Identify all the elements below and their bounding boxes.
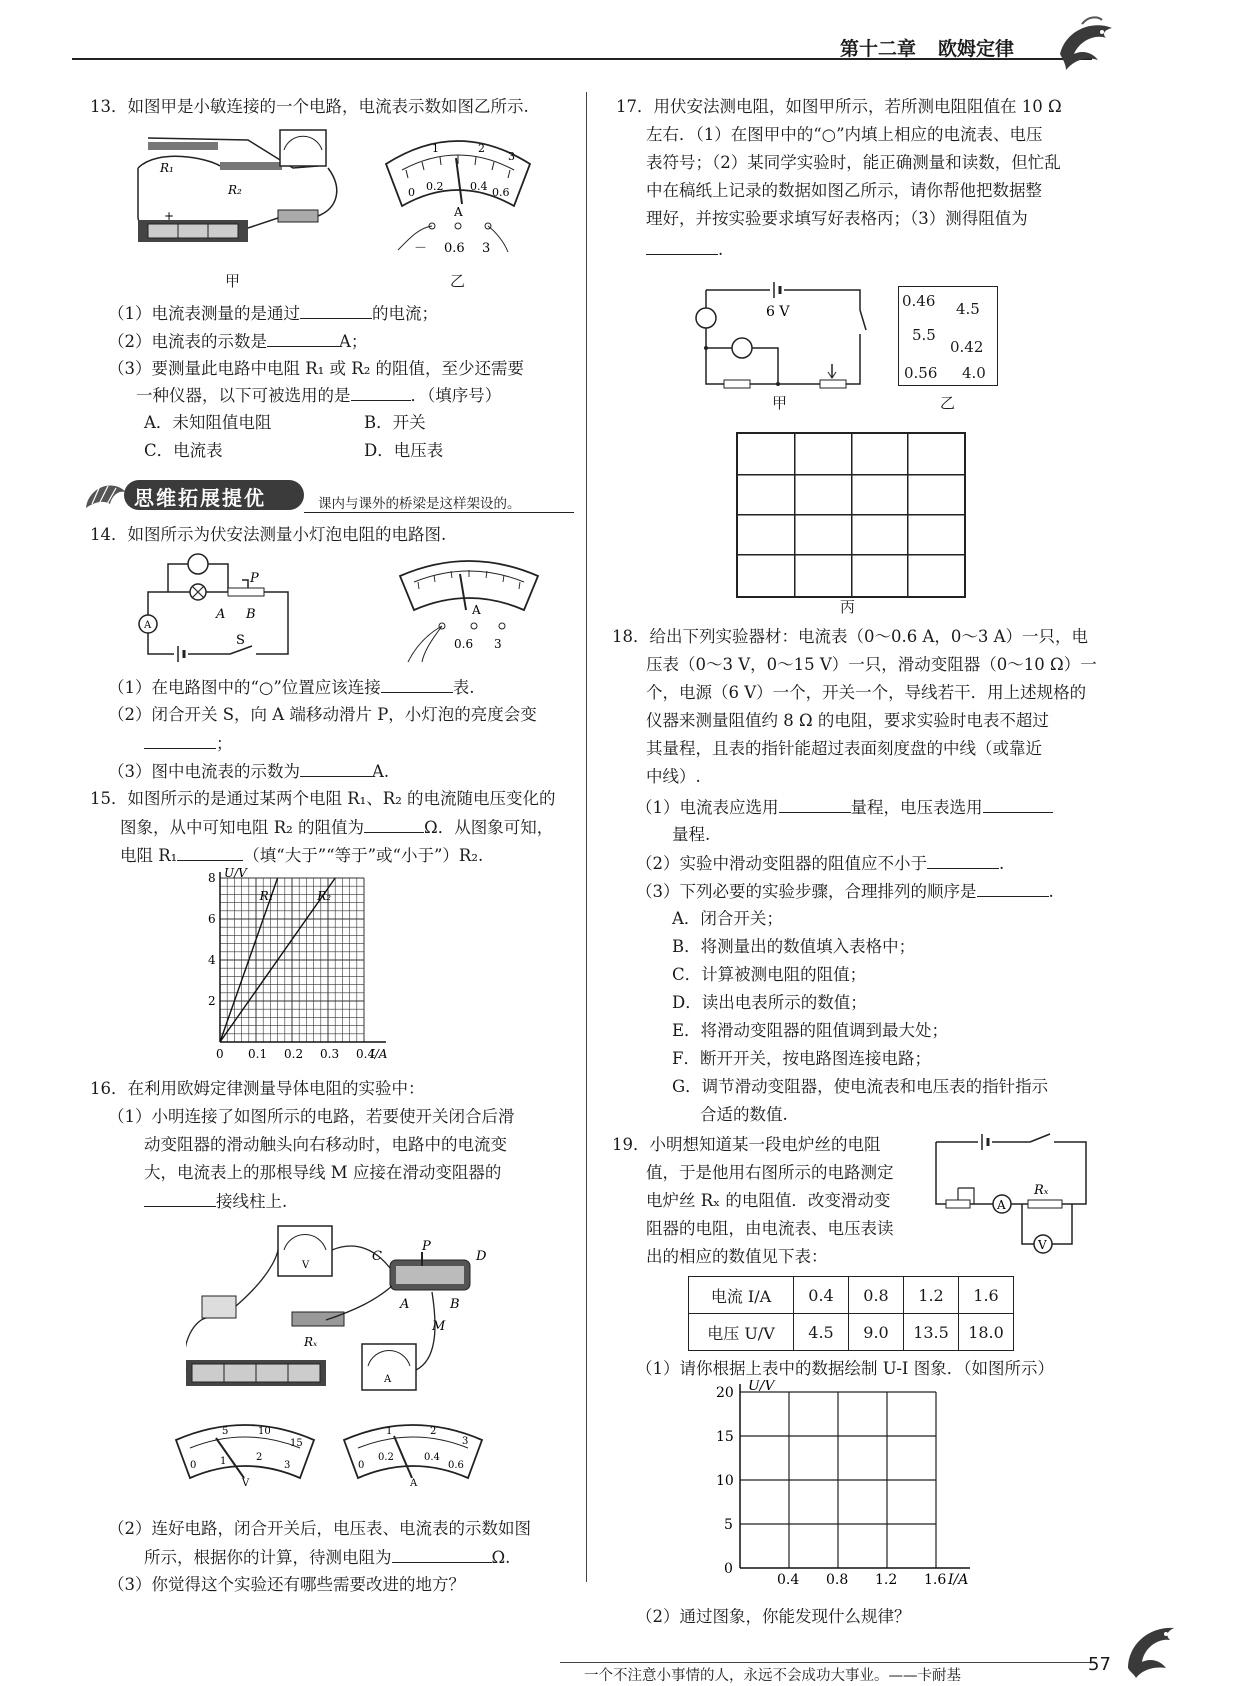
q18-line5: 其量程，且表的指针能超过表面刻度盘的中线（或靠近 — [646, 739, 1042, 758]
q16-adial-02: 0.2 — [378, 1452, 394, 1463]
section-banner-rule — [304, 512, 574, 513]
q13-fig-label-jia: 甲 — [225, 272, 241, 290]
page-number: 57 — [1088, 1654, 1111, 1675]
q16-label-m: M — [432, 1319, 446, 1334]
q14-ammeter-symbol: A — [144, 620, 152, 631]
q18-part1 — [636, 796, 1053, 819]
q13-part3-line2 — [136, 384, 501, 407]
q15-line3 — [120, 844, 483, 867]
q15-line2-text: 图象，从中可知电阻 R₂ 的阻值为 — [120, 818, 365, 837]
x-tick-label: 0.3 — [320, 1047, 340, 1061]
q19-ammeter-symbol: A — [997, 1198, 1006, 1212]
footer-quote: 一个不注意小事情的人，永远不会成功大事业。——卡耐基 — [584, 1668, 961, 1684]
q19-rx-label: Rₓ — [1034, 1183, 1049, 1198]
q16-part2-text: 所示，根据你的计算，待测电阻为 — [144, 1548, 392, 1567]
q15-compare-blank[interactable] — [177, 844, 243, 861]
q16-vdial-10: 10 — [258, 1426, 271, 1437]
q13-terminal-06: 0.6 — [444, 241, 465, 256]
q14-part1-text: （1）在电路图中的“○”位置应该连接 — [108, 678, 381, 697]
q17-blank-table — [736, 432, 966, 598]
q16-vdial-3: 3 — [284, 1460, 291, 1471]
q14-part3 — [108, 760, 389, 783]
q16-adial-2: 2 — [430, 1426, 437, 1437]
x-tick-label: 1.2 — [875, 1572, 898, 1588]
q18-line6: 中线）. — [646, 767, 701, 786]
q19-row2-cell: 4.5 — [794, 1314, 849, 1351]
q16-part1-line2: 动变阻器的滑动触头向右移动时，电路中的电流变 — [144, 1135, 507, 1154]
x-tick-label: 0.4 — [777, 1572, 800, 1588]
q19-voltmeter-symbol: V — [1038, 1238, 1047, 1252]
q16-part2-line2 — [144, 1546, 510, 1569]
q16-vdial-15: 15 — [290, 1438, 303, 1449]
q14-label-s: S — [236, 633, 245, 648]
q14-label-b: B — [246, 607, 256, 622]
q13-option-b: B．开关 — [364, 413, 426, 432]
x-tick-label: 0.8 — [826, 1572, 849, 1588]
x-axis-label: I/A — [370, 1047, 388, 1061]
footer-rule — [560, 1662, 1094, 1663]
q13-dial-tick-0: 0 — [408, 186, 415, 199]
q13-part2-tail: A； — [339, 332, 368, 351]
q17-note-1: 0.46 — [902, 292, 936, 310]
q18-step-f: F．断开开关，按电路图连接电路； — [672, 1049, 931, 1068]
q16-adial-0: 0 — [358, 1460, 365, 1471]
q18-part3 — [636, 880, 1054, 903]
q17-fig-label-jia: 甲 — [772, 394, 788, 412]
q14-part3-blank[interactable] — [300, 760, 372, 777]
q13-battery-plus: + — [164, 209, 175, 223]
q14-ammeter-dial — [394, 556, 544, 664]
x-tick-label: 0.4 — [356, 1047, 376, 1061]
q13-dial-tick-3: 3 — [508, 150, 515, 163]
q13-part3-text: 一种仪器，以下可被选用的是 — [136, 386, 351, 405]
q13-part2-blank[interactable] — [267, 330, 339, 347]
q16-part1-line4 — [144, 1190, 287, 1213]
q19-row2-label: 电压 U/V — [689, 1314, 794, 1351]
q13-part2 — [108, 330, 367, 353]
q16-vdial-unit: V — [242, 1478, 250, 1489]
q19-line3: 电炉丝 Rₓ 的电阻值．改变滑动变 — [646, 1191, 891, 1210]
q16-voltmeter-dial — [170, 1420, 320, 1490]
q18-part1-tail: 量程. — [672, 825, 711, 844]
y-tick-label: 2 — [208, 994, 216, 1008]
q16-part2-line1: （2）连好电路，闭合开关后，电压表、电流表的示数如图 — [108, 1519, 531, 1538]
q18-step-g: G．调节滑动变阻器，使电流表和电压表的指针指示 — [672, 1077, 1049, 1096]
q17-line2: 左右．（1）在图甲中的“○”内填上相应的电流表、电压 — [646, 125, 1043, 144]
q14-part1-blank[interactable] — [381, 676, 453, 693]
q19-part2: （2）通过图象，你能发现什么规律？ — [636, 1607, 911, 1626]
q15-line2-tail: Ω．从图象可知， — [424, 818, 554, 837]
q15-line1: 15．如图所示的是通过某两个电阻 R₁、R₂ 的电流随电压变化的 — [90, 789, 556, 808]
q13-option-d: D．电压表 — [364, 441, 444, 460]
y-axis-label: U/V — [748, 1380, 775, 1394]
q17-fig-label-yi: 乙 — [940, 394, 956, 412]
q18-step-a: A．闭合开关； — [672, 909, 783, 928]
q19-row1-cell: 1.6 — [959, 1277, 1014, 1314]
q13-part3-line1: （3）要测量此电路中电阻 R₁ 或 R₂ 的阻值，至少还需要 — [108, 359, 525, 378]
q18-line1: 18．给出下列实验器材：电流表（0～0.6 A，0～3 A）一只，电 — [612, 627, 1089, 646]
q15-line3-tail: （填“大于”“等于”或“小于”）R₂. — [243, 846, 484, 865]
q19-row2-cell: 18.0 — [959, 1314, 1014, 1351]
chapter-title: 欧姆定律 — [938, 38, 1015, 60]
q13-r1-label: R₁ — [160, 161, 174, 175]
q19-row1-label: 电流 I/A — [689, 1277, 794, 1314]
q15-line2 — [120, 816, 553, 839]
q18-part3-blank[interactable] — [977, 880, 1049, 897]
q13-dial-tick-1: 1 — [432, 142, 439, 155]
q17-note-2: 4.5 — [956, 300, 980, 318]
q15-ui-chart — [208, 868, 448, 1074]
q14-part3-text: （3）图中电流表的示数为 — [108, 762, 300, 781]
y-tick-label: 8 — [208, 871, 216, 885]
q17-note-3: 5.5 — [912, 326, 936, 344]
q13-fig-label-yi: 乙 — [450, 272, 466, 290]
q17-line1: 17．用伏安法测电阻，如图甲所示，若所测电阻阻值在 10 Ω — [616, 97, 1062, 116]
q14-part3-tail: A. — [372, 762, 390, 781]
q19-row2-cell: 13.5 — [904, 1314, 959, 1351]
table-row — [689, 1314, 1014, 1351]
q18-line2: 压表（0～3 V，0～15 V）一只，滑动变阻器（0～10 Ω）一 — [646, 655, 1097, 674]
y-axis-label: U/V — [224, 868, 247, 880]
q14-circuit-diagram — [138, 552, 298, 662]
x-tick-label: 0.1 — [248, 1047, 268, 1061]
q18-part2 — [636, 852, 1004, 875]
y-tick-label: 5 — [724, 1517, 733, 1533]
q18-part2-text: （2）实验中滑动变阻器的阻值应不小于 — [636, 854, 927, 873]
q16-ammeter-dial — [338, 1420, 488, 1490]
q16-vdial-0: 0 — [190, 1460, 197, 1471]
q17-line6-tail: . — [718, 240, 724, 259]
section-banner-title: 思维拓展提优 — [134, 486, 266, 510]
q17-line6 — [646, 238, 723, 261]
y-tick-label: 6 — [208, 912, 216, 926]
q19-line4: 阻器的电阻，由电流表、电压表读 — [646, 1219, 894, 1238]
q18-part2-blank[interactable] — [927, 852, 999, 869]
chapter-label: 第十二章 — [840, 38, 917, 60]
q13-dial-tick-0-4: 0.4 — [470, 180, 488, 193]
q19-row1-cell: 0.8 — [849, 1277, 904, 1314]
x-tick-label: 0.2 — [284, 1047, 304, 1061]
q19-circuit-diagram — [926, 1132, 1096, 1260]
q16-vdial-1: 1 — [220, 1456, 227, 1467]
q18-part2-tail: . — [999, 854, 1005, 873]
q14-terminal-06: 0.6 — [454, 637, 474, 651]
table-row — [689, 1277, 1014, 1314]
q13-dial-tick-0-6: 0.6 — [492, 186, 510, 199]
q14-terminal-3: 3 — [494, 637, 502, 651]
q13-circuit-figure — [128, 128, 368, 268]
series-label-1: R₁ — [259, 889, 274, 903]
q14-stem: 14．如图所示为伏安法测量小灯泡电阻的电路图. — [90, 525, 447, 544]
q16-part1-line1: （1）小明连接了如图所示的电路，若要使开关闭合后滑 — [108, 1107, 515, 1126]
q17-line5: 理好，并按实验要求填写好表格丙；（3）测得阻值为 — [646, 209, 1028, 228]
q14-label-p: P — [250, 571, 259, 586]
q19-line5: 出的相应的数值见下表： — [646, 1247, 828, 1266]
q16-part2-blank[interactable] — [392, 1546, 492, 1563]
section-banner-subtitle: 课内与课外的桥梁是这样架设的。 — [318, 496, 521, 512]
q16-stem: 16．在利用欧姆定律测量导体电阻的实验中： — [90, 1079, 425, 1098]
q19-row2-cell: 9.0 — [849, 1314, 904, 1351]
y-tick-label: 4 — [208, 953, 216, 967]
q16-label-c: C — [372, 1249, 382, 1264]
y-tick-label: 20 — [716, 1385, 734, 1401]
dolphin-logo-bottom — [1118, 1618, 1192, 1680]
q13-part1-tail: 的电流； — [372, 304, 438, 323]
q17-line4: 中在稿纸上记录的数据如图乙所示，请你帮他把数据整 — [646, 181, 1042, 200]
q17-battery-label: 6 V — [766, 304, 790, 320]
q14-part2-blank[interactable] — [144, 732, 216, 749]
section-banner-icon — [82, 478, 130, 512]
q16-part1-blank[interactable] — [144, 1190, 216, 1207]
q19-ui-chart — [716, 1380, 1016, 1588]
q19-line2: 值，于是他用右图所示的电路测定 — [646, 1163, 894, 1182]
q18-step-g-cont: 合适的数值. — [700, 1105, 788, 1124]
q18-part3-tail: . — [1048, 882, 1054, 901]
q18-step-e: E．将滑动变阻器的阻值调到最大处； — [672, 1021, 949, 1040]
q19-data-table — [688, 1276, 1014, 1351]
q16-label-a: A — [400, 1297, 410, 1312]
series-label-2: R₂ — [317, 889, 332, 903]
q16-adial-3: 3 — [462, 1436, 469, 1447]
column-divider — [586, 92, 587, 1582]
q13-ammeter-dial — [378, 128, 538, 264]
q17-note-6: 4.0 — [962, 364, 986, 382]
q19-part1: （1）请你根据上表中的数据绘制 U-I 图象．（如图所示） — [636, 1359, 1054, 1378]
q16-vdial-2: 2 — [256, 1452, 263, 1463]
q18-part1-mid: 量程，电压表选用 — [850, 798, 983, 817]
q18-step-c: C．计算被测电阻的阻值； — [672, 965, 867, 984]
q13-part1-blank[interactable] — [300, 302, 372, 319]
q16-voltmeter-symbol: V — [302, 1260, 310, 1271]
q16-part1-tail: 接线柱上. — [216, 1192, 288, 1211]
q18-line3: 个，电源（6 V）一个，开关一个，导线若干．用上述规格的 — [646, 683, 1087, 702]
dolphin-logo-top — [1052, 14, 1126, 76]
q18-line4: 仪器来测量阻值约 8 Ω 的电阻，要求实验时电表不超过 — [646, 711, 1049, 730]
q13-part3-blank[interactable] — [351, 384, 411, 401]
q17-note-4: 0.42 — [950, 338, 984, 356]
q17-line3: 表符号；（2）某同学实验时，能正确测量和读数，但忙乱 — [646, 153, 1061, 172]
q15-line3-text: 电阻 R₁ — [120, 846, 178, 865]
y-tick-label: 15 — [716, 1429, 734, 1445]
q13-terminal-3: 3 — [482, 241, 491, 256]
q16-label-b: B — [450, 1297, 460, 1312]
q14-part2-line1: （2）闭合开关 S，向 A 端移动滑片 P，小灯泡的亮度会变 — [108, 705, 537, 724]
q13-terminal-minus: － — [414, 241, 428, 256]
y-tick-label: 0 — [724, 1561, 733, 1577]
q19-line1: 19．小明想知道某一段电炉丝的电阻 — [612, 1135, 881, 1154]
q16-vdial-5: 5 — [222, 1426, 229, 1437]
q18-part3-text: （3）下列必要的实验步骤，合理排列的顺序是 — [636, 882, 977, 901]
q13-part2-text: （2）电流表的示数是 — [108, 332, 267, 351]
q17-resistance-blank[interactable] — [646, 238, 718, 255]
x-axis-label: I/A — [948, 1572, 969, 1588]
q16-rx-label: Rₓ — [304, 1335, 318, 1349]
q15-r2-blank[interactable] — [364, 816, 424, 833]
x-tick-label: 1.6 — [924, 1572, 947, 1588]
q18-part1-text: （1）电流表应选用 — [636, 798, 779, 817]
q16-part1-line3: 大，电流表上的那根导线 M 应接在滑动变阻器的 — [144, 1163, 502, 1182]
q16-adial-06: 0.6 — [448, 1460, 464, 1471]
q18-ammeter-range-blank[interactable] — [779, 796, 851, 813]
q14-part2-line2 — [144, 732, 233, 755]
q16-part2-tail: Ω. — [491, 1548, 511, 1567]
q16-label-d: D — [476, 1249, 487, 1264]
q17-circuit-diagram — [694, 280, 874, 392]
q14-label-a: A — [216, 607, 226, 622]
q13-part1 — [108, 302, 438, 325]
q16-part3: （3）你觉得这个实验还有哪些需要改进的地方？ — [108, 1575, 465, 1594]
q13-dial-tick-2: 2 — [478, 142, 485, 155]
q19-row1-cell: 0.4 — [794, 1277, 849, 1314]
q13-part1-text: （1）电流表测量的是通过 — [108, 304, 300, 323]
q16-ammeter-symbol: A — [384, 1374, 392, 1385]
q13-stem: 13．如图甲是小敏连接的一个电路，电流表示数如图乙所示. — [90, 97, 529, 116]
q13-option-c: C．电流表 — [144, 441, 223, 460]
q18-step-b: B．将测量出的数值填入表格中； — [672, 937, 916, 956]
q18-step-d: D．读出电表所示的数值； — [672, 993, 867, 1012]
q16-label-p: P — [422, 1239, 431, 1254]
q16-apparatus-figure — [186, 1220, 516, 1410]
q13-option-a: A．未知阻值电阻 — [144, 413, 272, 432]
q17-fig-label-bing: 丙 — [840, 598, 856, 616]
q18-voltmeter-range-blank[interactable] — [983, 796, 1053, 813]
q14-dial-unit: A — [472, 603, 481, 617]
q14-part1 — [108, 676, 475, 699]
q14-part1-tail: 表. — [452, 678, 475, 697]
y-tick-label: 10 — [716, 1473, 734, 1489]
x-tick-label: 0 — [216, 1047, 224, 1061]
q16-adial-1: 1 — [386, 1426, 393, 1437]
q14-part2-tail: ； — [216, 734, 233, 753]
q13-r2-label: R₂ — [228, 183, 242, 197]
q13-part3-tail: ．（填序号） — [410, 386, 502, 405]
q19-row1-cell: 1.2 — [904, 1277, 959, 1314]
q17-note-5: 0.56 — [904, 364, 938, 382]
q16-adial-unit: A — [410, 1478, 418, 1489]
q13-dial-unit: A — [454, 205, 463, 219]
q16-adial-04: 0.4 — [424, 1452, 440, 1463]
q13-dial-tick-0-2: 0.2 — [426, 180, 444, 193]
